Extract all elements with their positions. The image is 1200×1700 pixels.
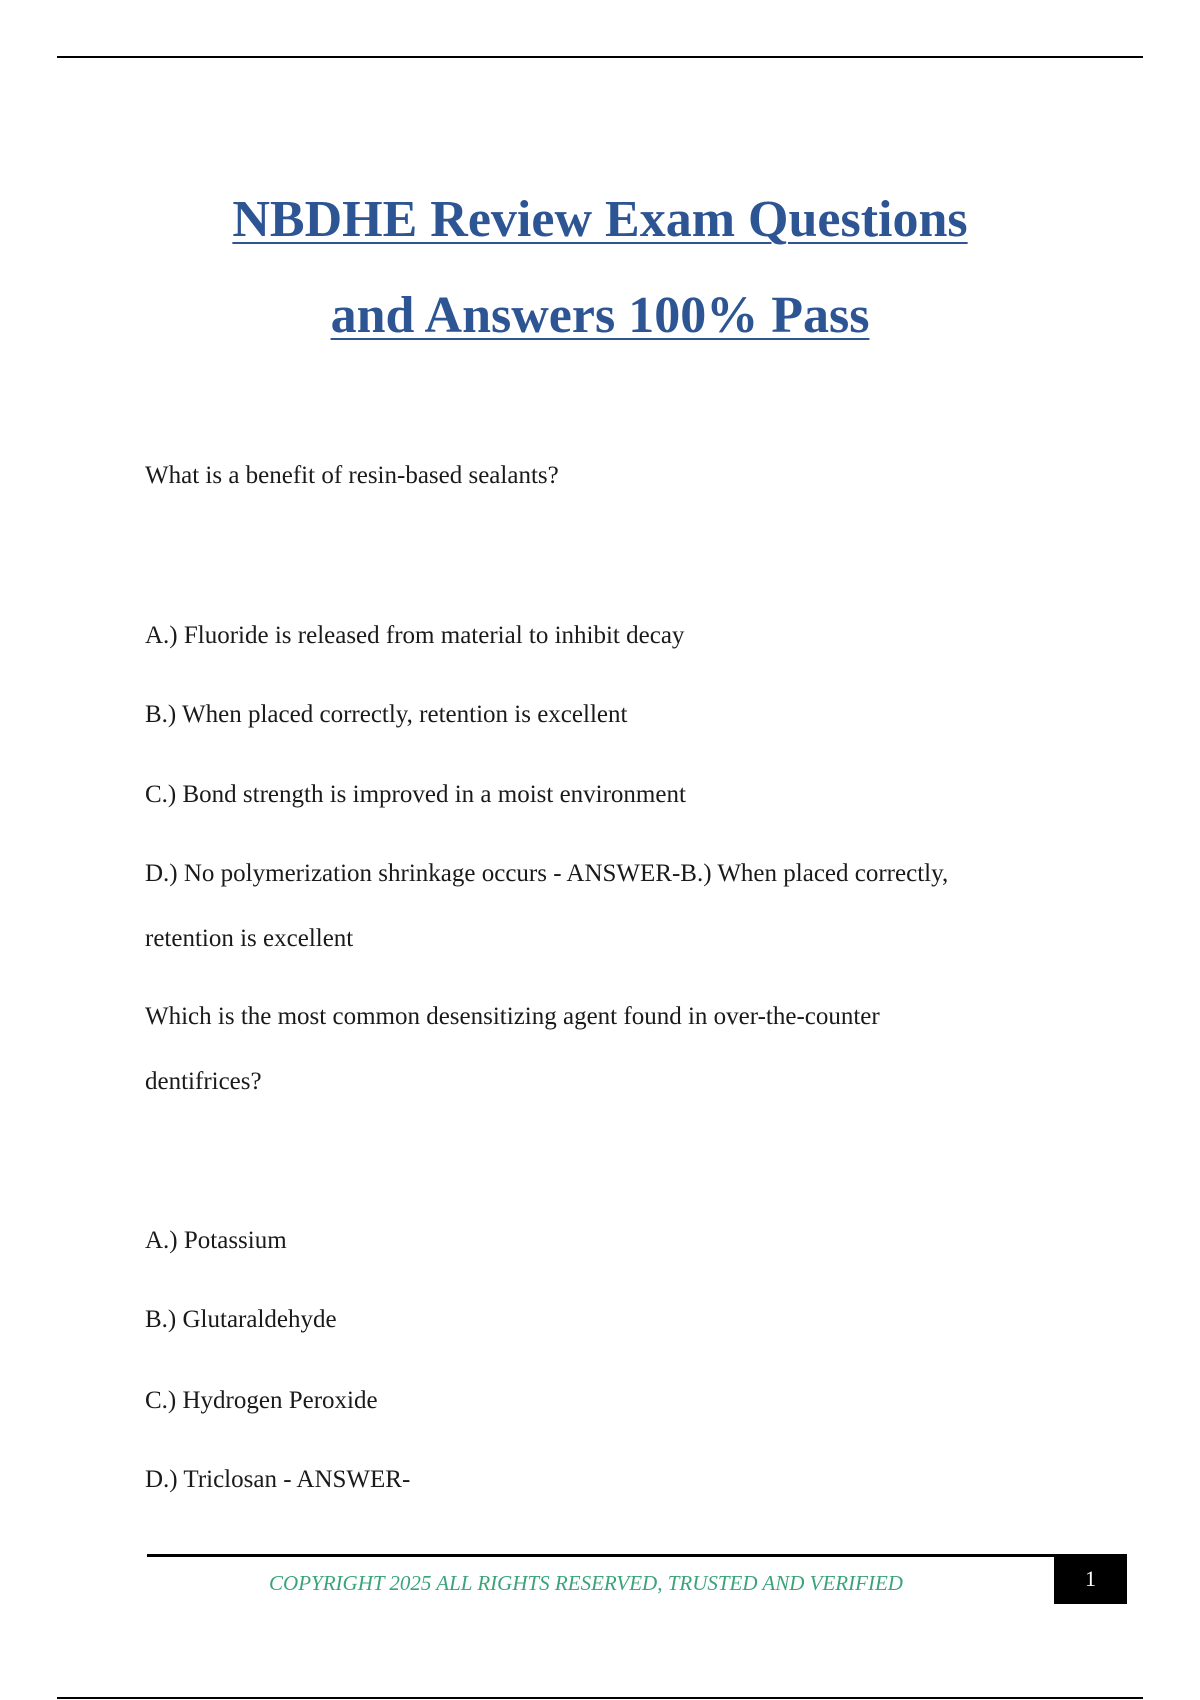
bottom-rule <box>57 1697 1143 1699</box>
question-2-text: Which is the most common desensitizing agent found in over-the-counter <box>145 1003 880 1030</box>
question-2-option-a: A.) Potassium <box>145 1227 287 1254</box>
top-rule <box>57 56 1143 58</box>
question-1-answer-continued: retention is excellent <box>145 925 354 952</box>
question-2-option-c: C.) Hydrogen Peroxide <box>145 1387 378 1414</box>
title-line-1: NBDHE Review Exam Questions <box>232 191 968 248</box>
copyright-notice: COPYRIGHT 2025 ALL RIGHTS RESERVED, TRUSTED AND VERIFIED <box>269 1571 903 1595</box>
question-1-option-b: B.) When placed correctly, retention is excellent <box>145 701 628 728</box>
question-1-option-c: C.) Bond strength is improved in a moist environment <box>145 781 686 808</box>
question-1-option-d-answer: D.) No polymerization shrinkage occurs - ANSWER-B.) When placed correctly, <box>145 860 949 887</box>
question-2-text-continued: dentifrices? <box>145 1068 262 1095</box>
page-number: 1 <box>1054 1554 1127 1604</box>
question-1-option-a: A.) Fluoride is released from material to inhibit decay <box>145 622 685 649</box>
question-2-option-b: B.) Glutaraldehyde <box>145 1306 337 1333</box>
question-1-text: What is a benefit of resin-based sealants? <box>145 462 559 489</box>
question-2-option-d-answer: D.) Triclosan - ANSWER- <box>145 1466 411 1493</box>
title-line-2: and Answers 100% Pass <box>330 287 870 344</box>
page-title <box>100 172 1100 364</box>
footer-rule <box>147 1554 1055 1557</box>
